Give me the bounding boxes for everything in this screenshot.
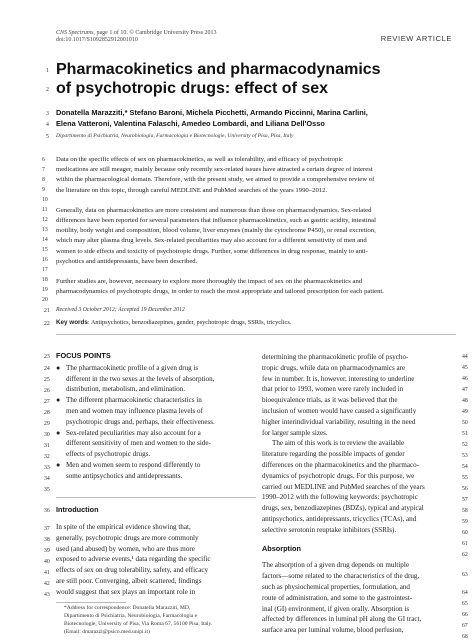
line-number: 16 [42,257,48,263]
body-line: few in number. It is, however, interesting to underline [262,374,415,383]
line-number: 39 [44,548,50,554]
abstract-paragraph-2 [56,206,456,267]
right-paragraph-1 [262,352,458,438]
line-number: 48 [462,398,468,404]
body-line: 1990–2012 with the following keywords: psychotropic [262,493,418,502]
line-number: 33 [44,465,50,471]
line-number: 64 [462,590,468,596]
abstract-line: Data on the specific effects of sex on pharmacokinetics, as well as tolerability, and efficacy of psychotropic [56,156,344,163]
abstract-line: which may alter plasma drug levels. Sex-related peculiarities may also account for a different sensitivity of men and [56,237,367,245]
intro-line: would suggest that sex plays an important role in [56,587,196,596]
line-number: 1 [46,68,49,74]
abstract-line: Further studies are, however, necessary to explore more thoroughly the impact of sex on the pharmacokinetics and [56,278,363,286]
focus-point-item [56,460,256,482]
line-number: 67 [462,623,468,629]
body-line: for larger sample sizes. [262,428,328,437]
line-number: 12 [42,217,48,223]
line-number: 18 [42,277,48,283]
line-number: 20 [42,297,48,303]
line-number: 37 [44,526,50,532]
line-number: 58 [462,508,468,514]
line-number: 2 [46,87,49,93]
line-number: 54 [462,464,468,470]
abstract-line: psychotics and antidepressants, have been described. [56,257,198,265]
intro-line: are still poor. Converging, albeit scattered, findings [56,576,202,585]
affiliation: Dipartimento di Psichiatria, Neurobiologia, Farmacologia e Biotecnologie, University of Pisa, Pisa, Italy [56,133,294,139]
line-number: 68 [462,634,468,640]
keywords-label: Key words [56,319,88,326]
footnote-line: (Email: dmarazzi@psico.med.unipi.it) [64,629,150,635]
line-number: 40 [44,559,50,565]
title-line-2: of psychotropic drugs: effect of sex [56,80,329,97]
right-paragraph-2 [262,438,458,535]
line-number: 28 [44,410,50,416]
line-number: 29 [44,421,50,427]
intro-line: exposed to adverse events,¹ data regarding the specific [56,555,211,564]
line-number: 51 [462,431,468,437]
right-paragraph-3 [262,560,458,636]
line-number: 62 [462,552,468,558]
focus-point-line: The different pharmacokinetic characteristics in [66,396,202,405]
focus-point-line: men and women may influence plasma levels of [66,406,203,415]
title-line-1: Pharmacokinetics and pharmacodynamics [56,61,381,78]
body-line: differences on the pharmacokinetics and the pharmaco- [262,460,420,469]
body-line: affected by differences in luminal pH along the GI tract, [262,615,422,624]
line-number: 49 [462,409,468,415]
line-number: 30 [44,432,50,438]
journal-meta: , page 1 of 10. © Cambridge University Press 2013 [93,30,217,36]
abstract-paragraph-3 [56,277,456,297]
body-line: inclusion of women would have caused a significantly [262,406,417,415]
author-list [56,107,368,129]
body-line: tropic drugs, while data on pharmacodynamics are [262,363,406,372]
body-line: literature regarding the possible impacts of gender [262,450,405,459]
line-number: 56 [462,486,468,492]
body-line: The aim of this work is to review the available [272,439,405,448]
abstract-line: medications are still meager, mainly because only recently sex-related issues have attracted a certain degree of interest [56,166,373,174]
bullet-icon: ● [56,396,61,405]
line-number: 23 [44,354,50,360]
line-number: 63 [462,572,468,578]
line-number: 65 [462,601,468,607]
body-line: surface area per luminal volume, blood perfusion, [262,626,404,635]
line-number: 36 [44,508,50,514]
line-number: 35 [44,487,50,493]
abstract [56,155,456,297]
line-number: 10 [42,197,48,203]
line-number: 53 [462,453,468,459]
bullet-icon: ● [56,460,61,469]
line-number: 57 [462,497,468,503]
line-number: 38 [44,537,50,543]
focus-point-line: different sensitivity of men and women to the side- [66,439,211,448]
bullet-icon: ● [56,363,61,372]
line-number: 41 [44,570,50,576]
intro-line: used (and abused) by women, who are thus more [56,544,195,553]
body-line: selective serotonin reuptake inhibitors (SSRIs). [262,525,397,534]
focus-point-line: psychotropic drugs and, perhaps, their effectiveness. [66,417,215,426]
journal-header [56,30,217,44]
body-line: inal (GI) environment, if given orally. Absorption is [262,604,410,613]
abstract-line: women to side effects and toxicity of psychotropic drugs. Further, some differences in drug response, mainly to anti- [56,247,368,255]
line-number: 15 [42,247,48,253]
intro-line: generally, psychotropic drugs are more commonly [56,533,199,542]
line-number: 55 [462,475,468,481]
body-line: determining the pharmacokinetic profile of psycho- [262,353,409,361]
line-number: 45 [462,365,468,371]
received-dates: Received 3 October 2012; Accepted 19 December 2012 [56,307,185,313]
line-number: 46 [462,376,468,382]
keywords [56,319,291,326]
abstract-line: the literature on this topic, through careful MEDLINE and PubMed searches of the years 1990–2012. [56,186,328,194]
line-number: 25 [44,377,50,383]
body-line: bioequivalence trials, as it was believed that the [262,396,398,405]
abstract-line: motility, body weight and composition, blood volume, liver enzymes (mainly the cytochrome P450), or renal excretion, [56,227,376,235]
intro-line: In spite of the empirical evidence showing that, [56,523,191,531]
body-line: factors—some related to the characteristics of the drug, [262,572,420,581]
line-number: 34 [44,476,50,482]
abstract-paragraph-1 [56,155,456,196]
body-line: higher interindividual variability, resulting in the need [262,417,416,426]
introduction-heading: Introduction [56,505,99,514]
focus-points-divider [56,497,256,498]
introduction-body [56,522,256,598]
line-number: 60 [462,530,468,536]
doi: doi:10.1017/S1092852912001010 [56,37,138,43]
article-title [56,60,381,98]
footnote-line: *Address for correspondence: Donatella Marazziti, MD, [64,605,191,611]
line-number: 47 [462,387,468,393]
correspondence-footnote [64,604,264,636]
intro-line: effects of sex on drug tolerability, safety, and efficacy [56,566,209,575]
focus-point-line: The pharmacokinetic profile of a given drug is [66,363,199,372]
body-line: that prior to 1993, women were rarely included in [262,385,404,394]
line-number: 42 [44,581,50,587]
focus-point-line: distribution, metabolism, and elimination. [66,385,186,394]
line-number: 61 [462,541,468,547]
body-line: such as physiochemical properties, formulation, and [262,582,410,591]
line-number: 11 [42,207,48,213]
review-article-label: REVIEW ARTICLE [380,34,452,43]
line-number: 59 [462,519,468,525]
line-number: 43 [44,592,50,598]
abstract-line: within the pharmacological domain. Therefore, with the present study, we aimed to provide a comprehensive review of [56,176,375,184]
line-number: 13 [42,227,48,233]
line-number: 19 [42,287,48,293]
line-number: 7 [42,167,45,173]
line-number: 21 [44,308,50,314]
line-number: 32 [44,454,50,460]
bullet-icon: ● [56,428,61,437]
focus-point-line: Men and women seem to respond differently to [66,460,201,469]
line-number: 9 [42,187,45,193]
focus-point-line: effects of psychotropic drugs. [66,450,151,459]
absorption-heading: Absorption [262,543,301,553]
line-number: 50 [462,420,468,426]
focus-points-list [56,363,256,482]
footnote-line: Dipartimento di Psichiatria, Neurobiologia, Farmacologia e [64,613,198,619]
line-number: 26 [44,388,50,394]
body-line: route of administration, and some to the gastrointest- [262,593,413,602]
focus-point-item [56,395,256,427]
footnote-line: Biotecnologie, University of Pisa, Via Roma 67, 56100 Pisa, Italy. [64,621,213,627]
footnote-divider [56,602,126,603]
body-line: dynamics of psychotropic drugs. For this purpose, we [262,471,415,480]
focus-points-heading: FOCUS POINTS [56,351,111,360]
body-line: carried out MEDLINE and PubMed searches of the years [262,482,425,491]
abstract-line: Generally, data on pharmacokinetics are more consistent and numerous than those on pharmacodynamics. Sex-related [56,206,372,214]
line-number: 6 [42,157,45,163]
body-line: drugs, sex, benzodiazepines (BDZs), typical and atypical [262,504,424,513]
line-number: 8 [42,177,45,183]
line-number: 52 [462,442,468,448]
line-number: 22 [44,321,50,327]
focus-point-line: some antipsychotics and antidepressants. [66,471,183,480]
abstract-line: pharmacodynamics of psychotropic drugs, in order to reach the most appropriate and tailored prescription for each patient. [56,288,384,296]
abstract-divider [56,334,456,335]
focus-point-item [56,428,256,460]
body-line: The absorption of a given drug depends on multiple [262,561,409,570]
journal-name: CNS Spectrums [56,30,94,36]
line-number: 44 [462,354,468,360]
right-column [262,352,458,636]
focus-points-box [56,351,256,482]
abstract-line: differences have been reported for several parameters that influence pharmacokinetics, such as gastric acidity, intestinal [56,217,376,225]
line-number: 3 [46,111,49,117]
line-number: 14 [42,237,48,243]
focus-point-line: Sex-related peculiarities may also account for a [66,428,201,437]
authors-line-1: Donatella Marazziti,* Stefano Baroni, Michela Picchetti, Armando Piccinni, Marina Carlini, [56,108,368,117]
line-number: 31 [44,443,50,449]
line-number: 24 [44,366,50,372]
focus-point-item [56,363,256,395]
focus-point-line: different in the two sexes at the levels of absorption, [66,374,215,383]
line-number: 27 [44,399,50,405]
line-number: 66 [462,612,468,618]
body-line: antipsychotics, antidepressants, tricyclics (TCAs), and [262,514,417,523]
line-number: 17 [42,267,48,273]
authors-line-2: Elena Vatteroni, Valentina Falaschi, Amedeo Lombardi, and Liliana Dell'Osso [56,119,325,128]
line-number: 4 [46,122,49,128]
keywords-text: : Antipsychotics, benzodiazepines, gender, psychotropic drugs, SSRIs, tricyclics. [87,319,292,326]
line-number: 5 [46,134,49,140]
